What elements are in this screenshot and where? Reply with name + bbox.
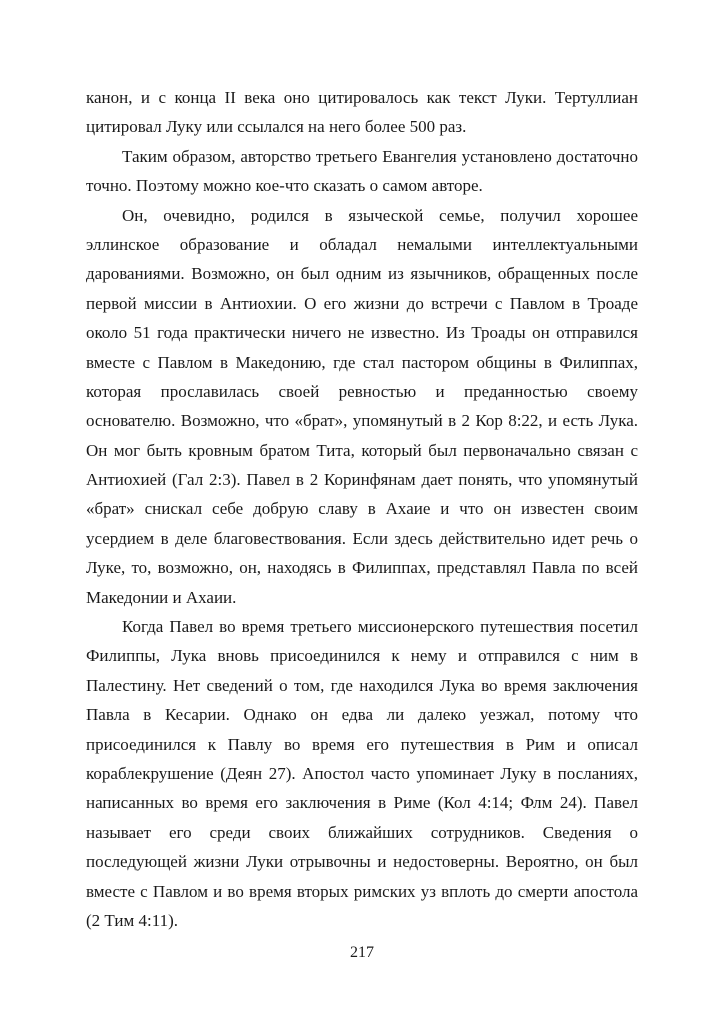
- text-line: Антиохией (Гал 2:3). Павел в 2 Коринфянам дает понять, что упомянутый: [86, 470, 638, 490]
- text-line: дарованиями. Возможно, он был одним из язычников, обращенных после: [86, 264, 638, 284]
- page-number: 217: [350, 944, 374, 961]
- text-line: называет его среди своих ближайших сотрудников. Сведения о: [86, 822, 638, 842]
- text-line: первой миссии в Антиохии. О его жизни до встречи с Павлом в Троаде: [86, 293, 638, 313]
- paragraph: [86, 83, 638, 142]
- body-text: [86, 83, 638, 935]
- text-line: около 51 года практически ничего не известно. Из Троады он отправился: [86, 323, 638, 343]
- text-line: написанных во время его заключения в Риме (Кол 4:14; Флм 24). Павел: [86, 793, 638, 813]
- text-line: усердием в деле благовествования. Если здесь действительно идет речь о: [86, 528, 638, 548]
- text-line: Палестину. Нет сведений о том, где находился Лука во время заключения: [86, 675, 638, 695]
- text-line: которая прославилась своей ревностью и преданностью своему: [86, 381, 638, 401]
- text-line: последующей жизни Луки отрывочны и недостоверны. Вероятно, он был: [86, 852, 638, 872]
- text-line: точно. Поэтому можно кое-что сказать о самом авторе.: [86, 176, 483, 196]
- text-line: кораблекрушение (Деян 27). Апостол часто упоминает Луку в посланиях,: [86, 763, 638, 783]
- paragraph: [86, 612, 638, 935]
- text-line: канон, и с конца II века оно цитировалось как текст Луки. Тертуллиан: [86, 88, 638, 107]
- text-line: эллинское образование и обладал немалыми интеллектуальными: [86, 234, 638, 254]
- text-line: Он мог быть кровным братом Тита, который был первоначально связан с: [86, 440, 638, 460]
- text-line: Луке, то, возможно, он, находясь в Филиппах, представлял Павла по всей: [86, 558, 638, 578]
- text-line: Филиппы, Лука вновь присоединился к нему и отправился с ним в: [86, 646, 638, 666]
- text-line: вместе с Павлом и во время вторых римских уз вплоть до смерти апостола: [86, 881, 638, 901]
- text-line: Когда Павел во время третьего миссионерского путешествия посетил: [122, 617, 638, 637]
- text-line: Он, очевидно, родился в языческой семье, получил хорошее: [122, 205, 638, 225]
- text-line: Таким образом, авторство третьего Евангелия установлено достаточно: [122, 146, 638, 166]
- text-line: Македонии и Ахаии.: [86, 587, 237, 607]
- text-line: основателю. Возможно, что «брат», упомянутый в 2 Кор 8:22, и есть Лука.: [86, 411, 638, 431]
- text-line: «брат» снискал себе добрую славу в Ахаие и что он известен своим: [86, 499, 638, 519]
- text-line: Павла в Кесарии. Однако он едва ли далеко уезжал, потому что: [86, 705, 638, 725]
- text-line: цитировал Луку или ссылался на него более 500 раз.: [86, 117, 467, 137]
- text-line: вместе с Павлом в Македонию, где стал пастором общины в Филиппах,: [86, 352, 638, 372]
- text-line: присоединился к Павлу во время его путешествия в Рим и описал: [86, 734, 638, 754]
- text-line: (2 Тим 4:11).: [86, 910, 178, 930]
- paragraph: [86, 142, 638, 201]
- paragraph: [86, 201, 638, 612]
